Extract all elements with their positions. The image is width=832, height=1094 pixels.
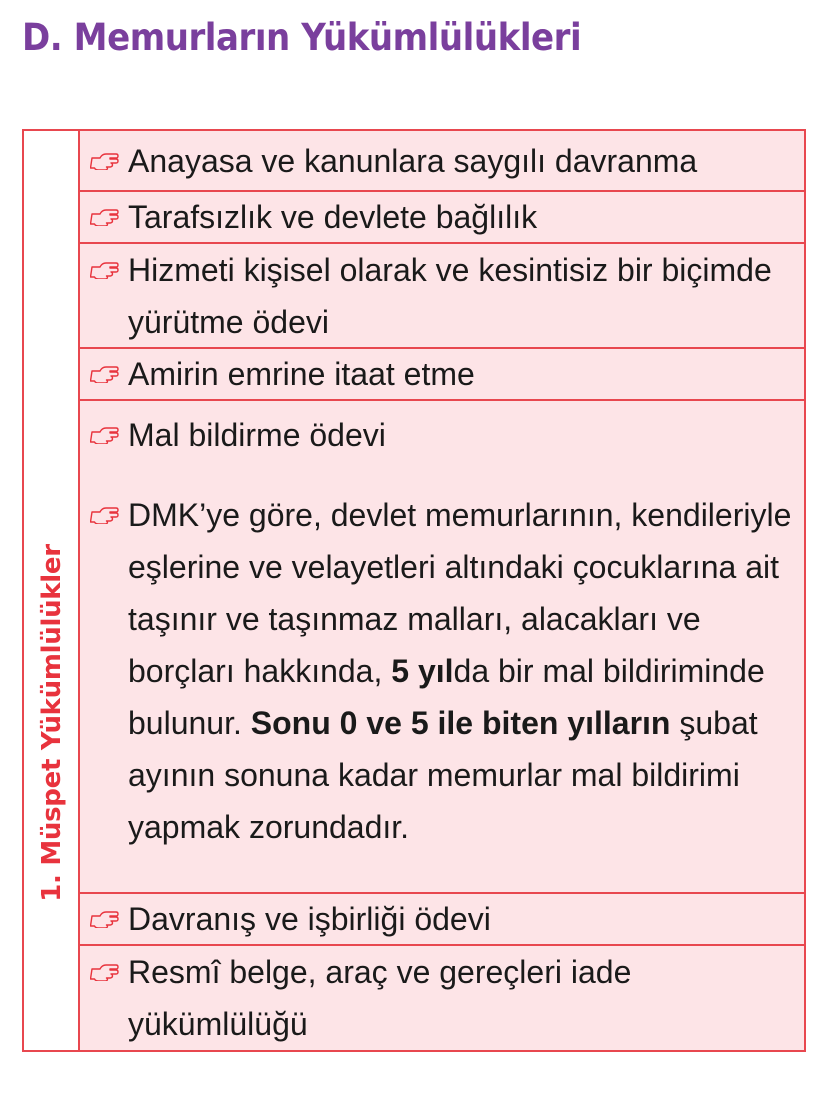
page-title: D. Memurların Yükümlülükleri	[22, 16, 582, 59]
pointing-hand-icon	[90, 893, 128, 945]
pointing-hand-icon	[90, 348, 128, 400]
list-item	[80, 946, 804, 1050]
list-item	[80, 894, 804, 946]
mal-bildirimi-note	[90, 489, 796, 853]
pointing-hand-icon	[90, 135, 128, 187]
side-label: 1. Müspet Yükümlülükler	[37, 544, 67, 902]
pointing-hand-icon	[90, 191, 128, 243]
list-item	[80, 244, 804, 349]
item-text: Anayasa ve kanunlara saygılı davranma	[128, 142, 698, 179]
note-text: DMK’ye göre, devlet memurlarının, kendileriyle eşlerine ve velayetleri altındaki çocuklarına ait taşınır ve taşınmaz malları, alacakları ve borçları hakkında, 5 yılda bir mal bildiriminde bulunur. Sonu 0 ve 5 ile biten yılların şubat ayının sonuna kadar memurlar mal bildirimi yapmak zorundadır.	[128, 497, 792, 845]
list-item	[80, 192, 804, 244]
obligations-table	[22, 129, 806, 1052]
pointing-hand-icon	[90, 409, 128, 461]
item-text: Tarafsızlık ve devlete bağlılık	[128, 199, 538, 235]
list-item	[80, 131, 804, 192]
pointing-hand-icon	[90, 489, 128, 541]
list-item	[80, 349, 804, 401]
note-bold-years: Sonu 0 ve 5 ile biten yılların	[250, 705, 671, 741]
item-text: Amirin emrine itaat etme	[128, 356, 475, 392]
side-column	[24, 131, 80, 1050]
item-text: Mal bildirme ödevi	[128, 417, 386, 453]
pointing-hand-icon	[90, 244, 128, 296]
item-text: Hizmeti kişisel olarak ve kesintisiz bir biçimde yürütme ödevi	[128, 251, 772, 340]
obligations-list	[80, 131, 804, 1050]
item-text: Davranış ve işbirliği ödevi	[128, 901, 491, 937]
note-bold-period: 5 yıl	[391, 653, 454, 689]
pointing-hand-icon	[90, 946, 128, 998]
list-item	[80, 401, 804, 894]
item-text: Resmî belge, araç ve gereçleri iade yükümlülüğü	[128, 954, 632, 1042]
